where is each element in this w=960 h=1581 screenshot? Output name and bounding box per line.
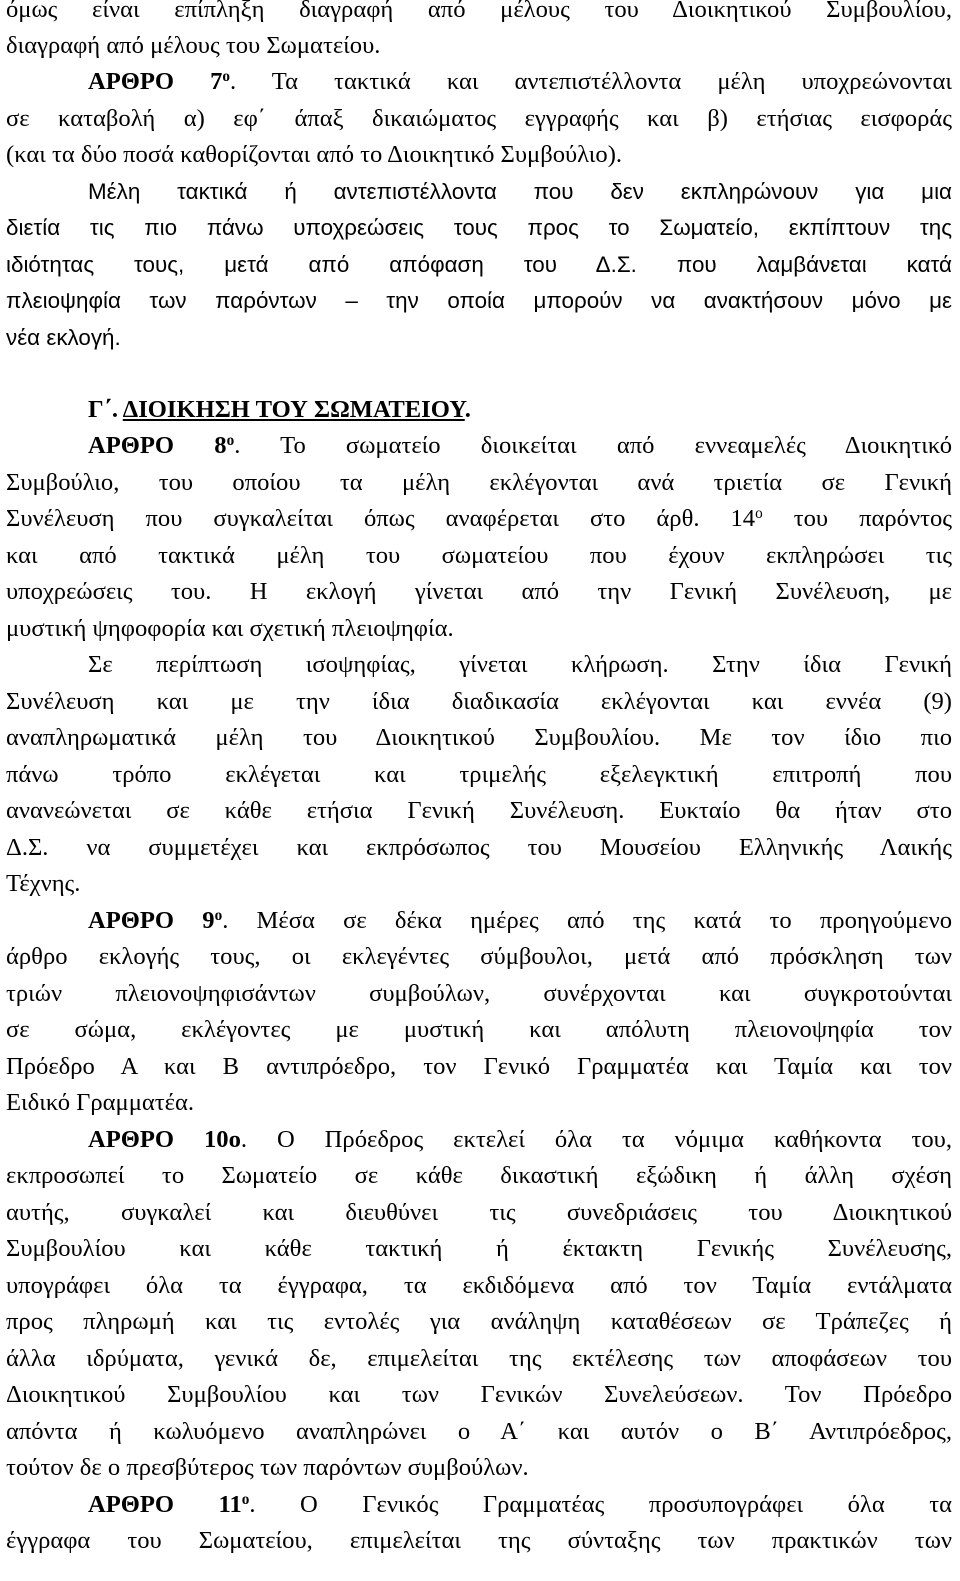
text-line [6, 611, 952, 647]
line-text: απόντα ή κωλυόμενο αναπληρώνει ο Α΄ και αυτόν ο Β΄ Αντιπρόεδρος, [6, 1418, 952, 1445]
article-9-line [6, 903, 952, 939]
line-text: . Τα τακτικά και αντεπιστέλλοντα μέλη υποχρεώνονται [230, 68, 952, 95]
line-text: άλλα ιδρύματα, γενικά δε, επιμελείται της εκτέλεσης των αποφάσεων του [6, 1345, 952, 1372]
article-7-heading: ΑΡΘΡΟ $7^o$ [88, 67, 231, 95]
line-text: μυστική ψηφοφορία και σχετική πλειοψηφία. [6, 615, 454, 642]
text-line [6, 866, 952, 902]
text-line [6, 137, 952, 173]
article-9-heading: ΑΡΘΡΟ $9^o$ [88, 906, 223, 934]
line-text: Συμβουλίου και κάθε τακτική ή έκτακτη Γενικής Συνέλευσης, [6, 1235, 952, 1262]
line-text: διαγραφή από μέλους του Σωματείου. [6, 32, 381, 59]
line-text: Τέχνης. [6, 870, 81, 897]
line-text: Συνέλευση και με την ίδια διαδικασία εκλέγονται και εννέα (9) [6, 688, 952, 715]
text-line [6, 1450, 952, 1486]
text-line [6, 1414, 952, 1450]
text-line [6, 1195, 952, 1231]
text-line [6, 1158, 952, 1194]
line-text: Δ.Σ. να συμμετέχει και εκπρόσωπος του Μουσείου Ελληνικής Λαικής [6, 834, 952, 861]
line-text: αναπληρωματικά μέλη του Διοικητικού Συμβουλίου. Με τον ίδιο πιο [6, 724, 952, 751]
text-line [6, 0, 952, 28]
article-11-line [6, 1487, 952, 1523]
line-text: νέα εκλογή. [6, 325, 121, 350]
line-text: πλειοψηφία των παρόντων – την οποία μπορούν να ανακτήσουν μόνο με [6, 288, 952, 313]
article-8-line [6, 428, 952, 464]
line-text: Ειδικό Γραμματέα. [6, 1089, 195, 1116]
text-line [6, 1523, 952, 1559]
line-text: άρθρο εκλογής τους, οι εκλεγέντες σύμβουλοι, μετά από πρόσκληση των [6, 943, 952, 970]
article-10-heading: ΑΡΘΡΟ 10ο [88, 1126, 241, 1153]
line-text: τριών πλειονοψηφισάντων συμβούλων, συνέρχονται και συγκροτούνται [6, 980, 952, 1007]
text-line [6, 538, 952, 574]
line-text: αυτής, συγκαλεί και διευθύνει τις συνεδριάσεις του Διοικητικού [6, 1199, 952, 1226]
text-line [6, 1341, 952, 1377]
text-line [6, 647, 952, 683]
line-text: . Το σωματείο διοικείται από εννεαμελές Διοικητικό [234, 432, 952, 459]
text-line [6, 793, 952, 829]
article-7-line [6, 64, 952, 100]
line-text: . Ο Γενικός Γραμματέας προσυπογράφει όλα τα [249, 1491, 952, 1518]
line-text: πάνω τρόπο εκλέγεται και τριμελής εξελεγκτική επιτροπή που [6, 761, 952, 788]
line-text: διετία τις πιο πάνω υποχρεώσεις τους προς το Σωματείο, εκπίπτουν της [6, 215, 952, 240]
text-line [6, 283, 952, 319]
text-line [6, 1012, 952, 1048]
section-title: ΔΙΟΙΚΗΣΗ ΤΟΥ ΣΩΜΑΤΕΙΟΥ [122, 396, 465, 423]
line-text: . Μέσα σε δέκα ημέρες από της κατά το προηγούμενο [222, 907, 952, 934]
line-text: σε σώμα, εκλέγοντες με μυστική και απόλυτη πλειονοψηφία τον [6, 1016, 952, 1043]
text-line [6, 465, 952, 501]
line-text: υποχρεώσεις του. Η εκλογή γίνεται από την Γενική Συνέλευση, με [6, 578, 952, 605]
text-line [6, 1304, 952, 1340]
text-line [6, 1049, 952, 1085]
line-text: έγγραφα του Σωματείου, επιμελείται της σύνταξης των πρακτικών των [6, 1527, 952, 1554]
line-text: υπογράφει όλα τα έγγραφα, τα εκδιδόμενα από τον Ταμία εντάλματα [6, 1272, 952, 1299]
text-line [6, 720, 952, 756]
text-line [6, 1268, 952, 1304]
text-line [6, 28, 952, 64]
text-line [6, 757, 952, 793]
line-text: Συμβούλιο, του οποίου τα μέλη εκλέγονται ανά τριετία σε Γενική [6, 469, 952, 496]
line-text: προς πληρωμή και τις εντολές για ανάληψη καταθέσεων σε Τράπεζες ή [6, 1308, 952, 1335]
line-text: σε καταβολή α) εφ΄ άπαξ δικαιώματος εγγραφής και β) ετήσιας εισφοράς [6, 105, 952, 132]
text-line [6, 976, 952, 1012]
section-heading: Γ΄. ΔΙΟΙΚΗΣΗ ΤΟΥ ΣΩΜΑΤΕΙΟΥ. [88, 396, 471, 423]
text-line [6, 210, 952, 246]
line-text: Μέλη τακτικά ή αντεπιστέλλοντα που δεν εκπληρώνουν για μια [88, 179, 952, 204]
text-line [6, 830, 952, 866]
text-line [6, 320, 952, 356]
line-text: ανανεώνεται σε κάθε ετήσια Γενική Συνέλευση. Ευκταίο θα ήταν στο [6, 797, 952, 824]
line-text: Διοικητικού Συμβουλίου και των Γενικών Συνελεύσεων. Τον Πρόεδρο [6, 1381, 952, 1408]
text-line [6, 939, 952, 975]
text-line [6, 1085, 952, 1121]
article-10-line [6, 1122, 952, 1158]
line-text: όμως είναι επίπληξη διαγραφή από μέλους του Διοικητικού Συμβουλίου, [6, 0, 952, 23]
line-text: ιδιότητας τους, μετά από απόφαση του Δ.Σ. που λαμβάνεται κατά [6, 252, 952, 277]
article-8-heading: ΑΡΘΡΟ $8^o$ [88, 431, 235, 459]
line-text: Σε περίπτωση ισοψηφίας, γίνεται κλήρωση. Στην ίδια Γενική [88, 651, 952, 678]
text-line [6, 1231, 952, 1267]
text-line [6, 101, 952, 137]
line-text: (και τα δύο ποσά καθορίζονται από το Διοικητικό Συμβούλιο). [6, 141, 623, 168]
line-text: και από τακτικά μέλη του σωματείου που έχουν εκπληρώσει τις [6, 542, 952, 569]
line-text: τούτον δε ο πρεσβύτερος των παρόντων συμβούλων. [6, 1454, 529, 1481]
line-text: . Ο Πρόεδρος εκτελεί όλα τα νόμιμα καθήκοντα του, [240, 1126, 952, 1153]
text-line [6, 574, 952, 610]
text-line [6, 174, 952, 210]
article-11-heading: ΑΡΘΡΟ $11^o$ [88, 1490, 250, 1518]
text-line [6, 1377, 952, 1413]
line-text: εκπροσωπεί το Σωματείο σε κάθε δικαστική εξώδικη ή άλλη σχέση [6, 1162, 952, 1189]
line-text: Πρόεδρο Α και Β αντιπρόεδρο, τον Γενικό Γραμματέα και Ταμία και τον [6, 1053, 952, 1080]
text-line [6, 247, 952, 283]
text-line [6, 684, 952, 720]
text-line: Συνέλευση που συγκαλείται όπως αναφέρεται στο άρθ. $14^o$ του παρόντος [6, 504, 952, 532]
